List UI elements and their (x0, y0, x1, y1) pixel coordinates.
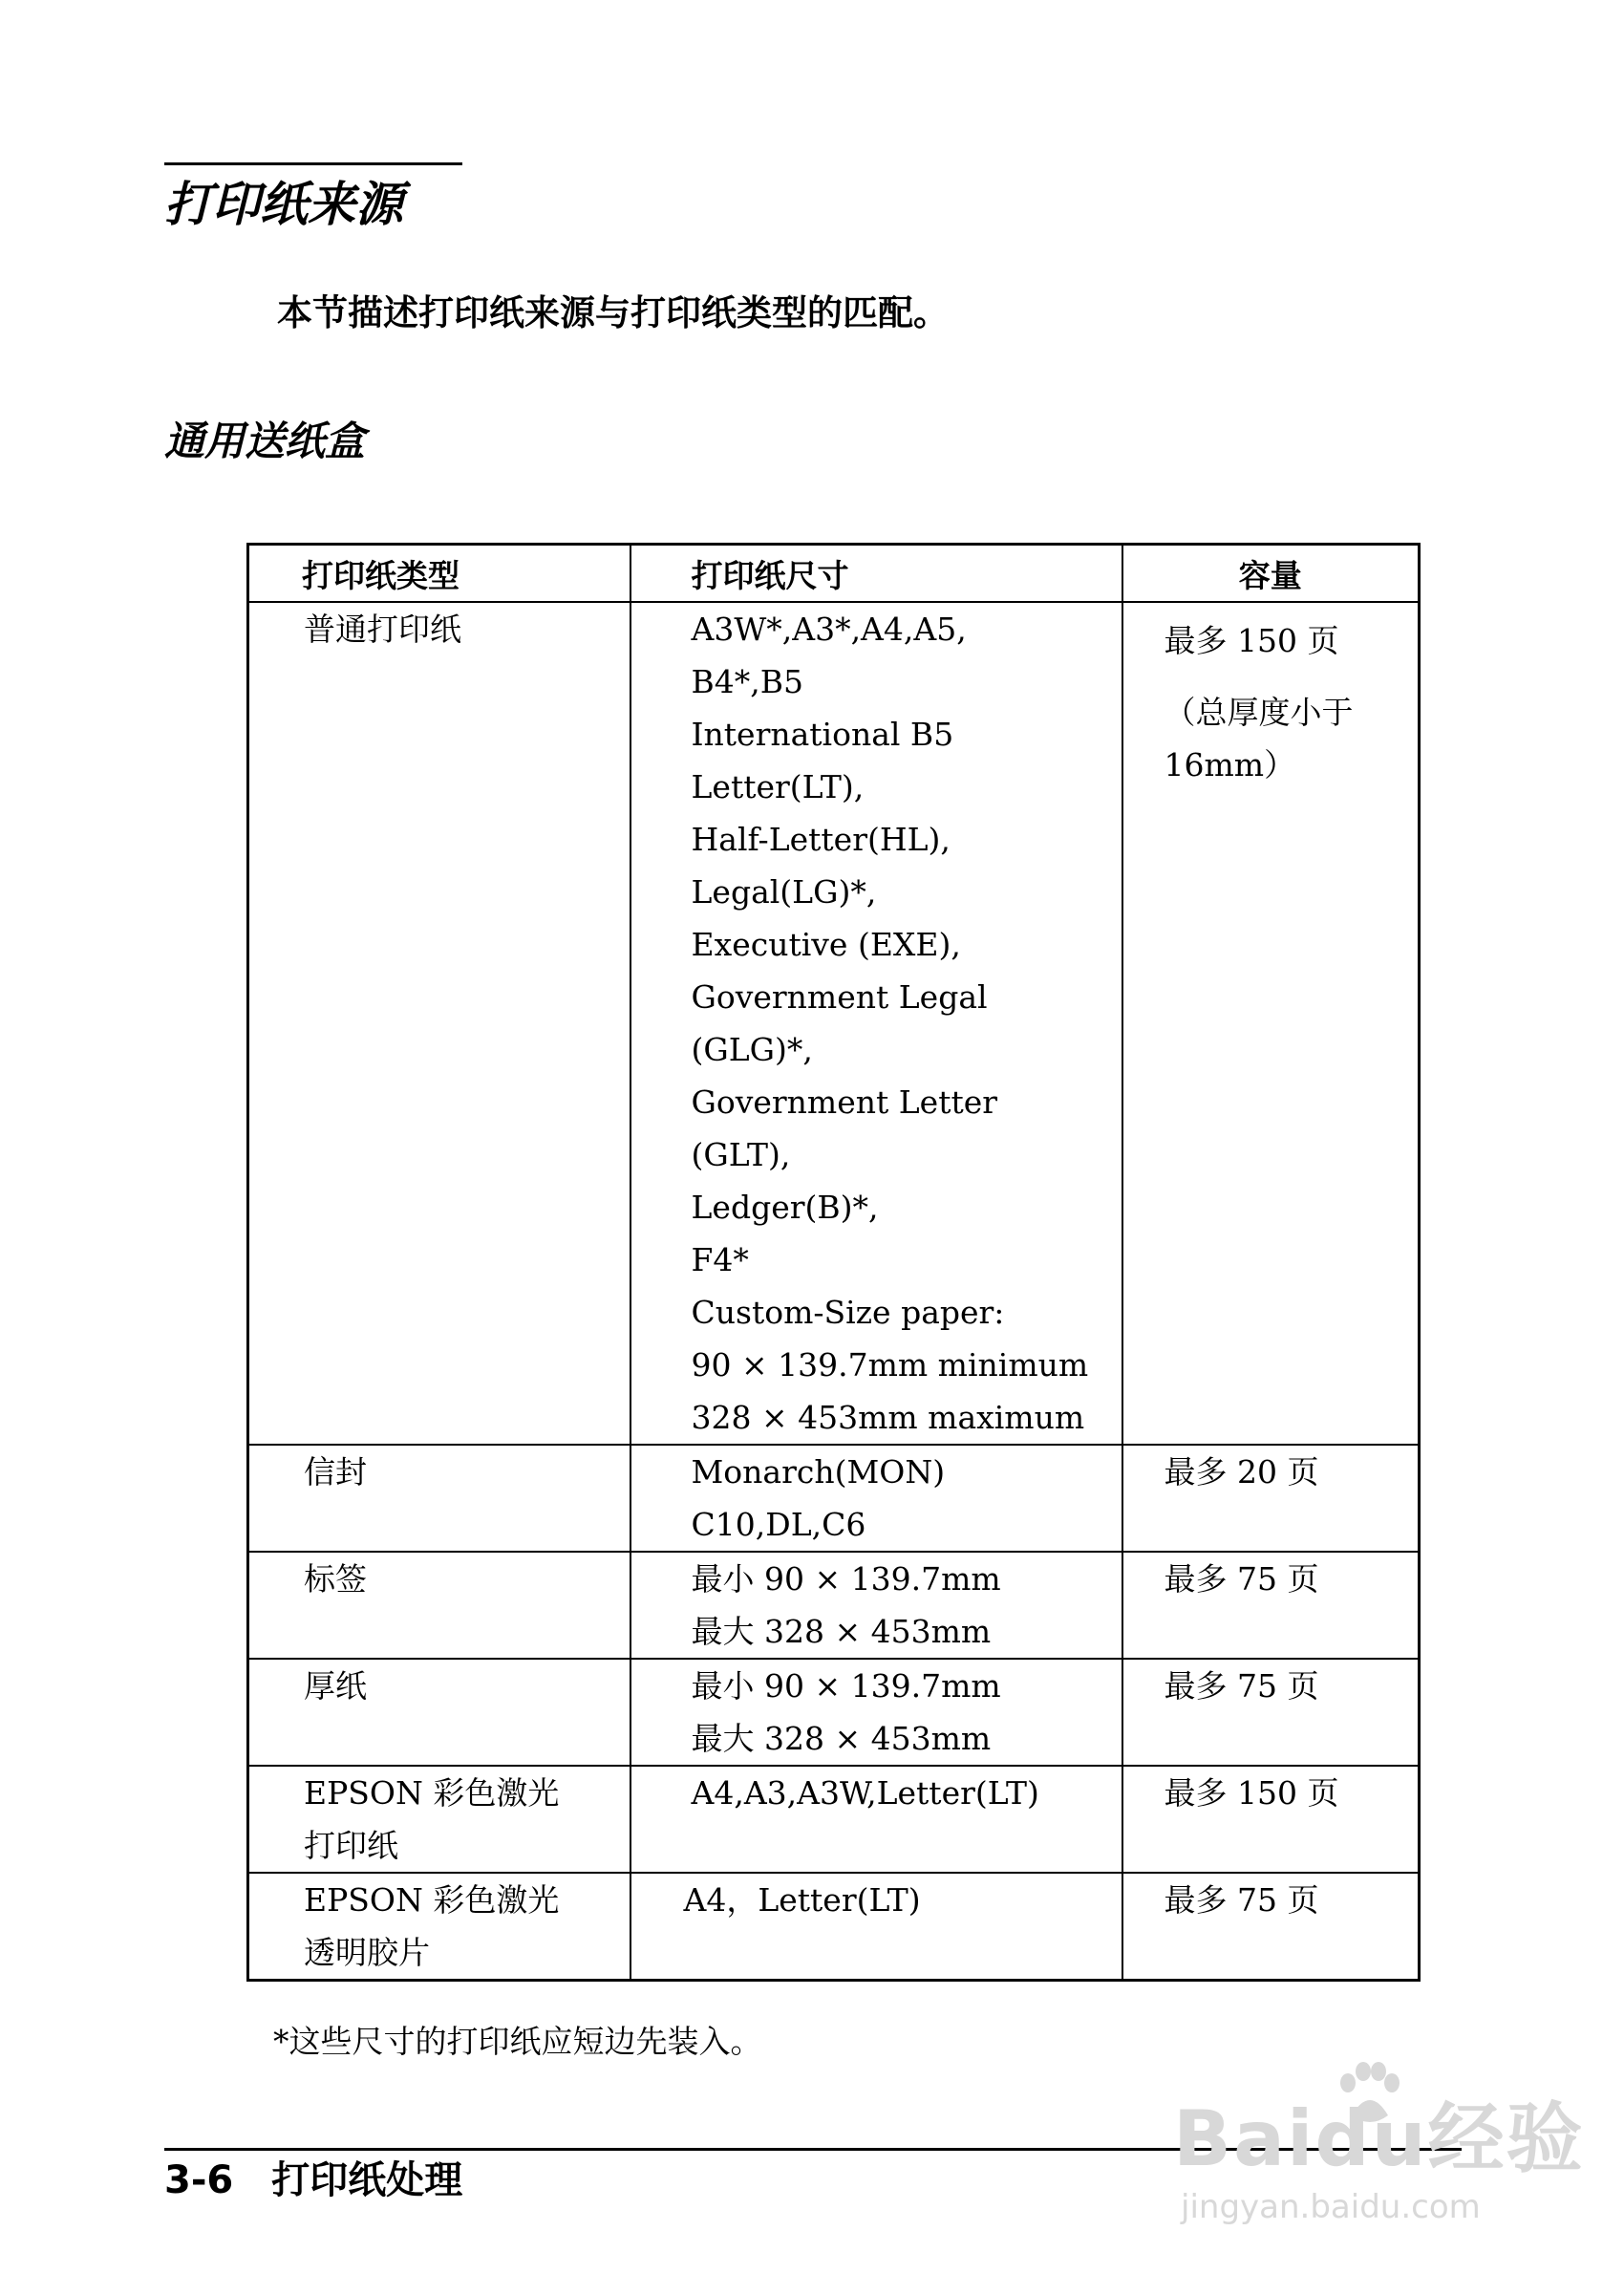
table-row (248, 1659, 1420, 1766)
paper-size-line: Ledger(B)*, (691, 1189, 879, 1226)
watermark-url: jingyan.baidu.com (1181, 2188, 1481, 2226)
paper-size-line: 最小 90 × 139.7mm (691, 1667, 1001, 1705)
paper-type-label: 普通打印纸 (304, 611, 461, 648)
paper-size-cell (630, 1445, 1122, 1552)
baidu-watermark (1173, 2062, 1585, 2234)
paper-size-line: Half-Letter(HL), (691, 821, 951, 858)
subsection-title: 通用送纸盒 (164, 418, 366, 464)
table-row (248, 1873, 1420, 1981)
paper-size-line: A3W*,A3*,A4,A5, (691, 611, 967, 648)
paper-size-line: Executive (EXE), (691, 926, 961, 963)
paper-size-line: Government Letter (691, 1083, 998, 1121)
paper-type-cell (248, 1873, 630, 1981)
paper-size-line: 最小 90 × 139.7mm (691, 1560, 1001, 1598)
paper-type-cell (248, 1766, 630, 1873)
section-title-rule (164, 162, 462, 165)
capacity-cell (1122, 1552, 1420, 1659)
intro-paragraph: 本节描述打印纸来源与打印纸类型的匹配。 (277, 292, 949, 333)
header-paper-size: 打印纸尺寸 (630, 545, 1122, 603)
capacity-value: 最多 75 页 (1164, 1881, 1319, 1919)
paper-type-label: EPSON 彩色激光 (304, 1881, 560, 1919)
paper-type-cell (248, 1445, 630, 1552)
capacity-cell (1122, 1659, 1420, 1766)
table-footnote: *这些尺寸的打印纸应短边先装入。 (273, 2023, 762, 2060)
watermark-brand: Baidu经验 (1173, 2094, 1585, 2183)
paper-size-cell (630, 602, 1122, 1445)
paper-size-line: Monarch(MON) (691, 1453, 946, 1491)
capacity-value: 最多 20 页 (1164, 1453, 1319, 1491)
paper-type-label: 信封 (304, 1453, 367, 1491)
capacity-cell (1122, 602, 1420, 1445)
capacity-note-line: 16mm） (1164, 746, 1296, 783)
paper-size-line: 最大 328 × 453mm (691, 1613, 992, 1650)
paper-size-line: Letter(LT), (691, 768, 865, 805)
paper-size-cell (630, 1552, 1122, 1659)
paper-size-line: 90 × 139.7mm minimum (691, 1346, 1089, 1384)
capacity-cell (1122, 1766, 1420, 1873)
paper-type-label: 厚纸 (304, 1667, 367, 1705)
capacity-value: 最多 75 页 (1164, 1560, 1319, 1598)
page-number: 3-6 (164, 2158, 234, 2202)
paper-size-cell (630, 1873, 1122, 1981)
section-title: 打印纸来源 (164, 177, 403, 232)
paper-size-cell (630, 1766, 1122, 1873)
paper-size-line: Government Legal (691, 978, 988, 1016)
paper-size-line: F4* (691, 1241, 749, 1278)
capacity-cell (1122, 1873, 1420, 1981)
paper-type-label: 透明胶片 (304, 1934, 430, 1971)
paper-type-label: EPSON 彩色激光 (304, 1774, 560, 1812)
capacity-value: 最多 150 页 (1164, 622, 1339, 659)
paper-size-cell (630, 1659, 1122, 1766)
capacity-note (1165, 686, 1411, 791)
paper-type-cell (248, 1552, 630, 1659)
capacity-cell (1122, 1445, 1420, 1552)
table-row (248, 1766, 1420, 1873)
table-header-row (248, 545, 1420, 603)
paper-size-line: (GLT), (691, 1136, 791, 1173)
capacity-note-line: （总厚度小于 (1164, 694, 1354, 731)
paper-size-line: B4*,B5 (691, 663, 803, 700)
paper-type-cell (248, 1659, 630, 1766)
paper-size-line: 328 × 453mm maximum (691, 1399, 1085, 1436)
paper-size-line: Legal(LG)*, (691, 873, 877, 911)
paper-size-line: A4,A3,A3W,Letter(LT) (691, 1774, 1039, 1812)
paper-type-label: 标签 (304, 1560, 367, 1598)
table-row (248, 602, 1420, 1445)
paper-source-table (246, 543, 1421, 1982)
paper-size-line: (GLG)*, (691, 1031, 813, 1068)
header-capacity: 容量 (1122, 545, 1420, 603)
page-footer (164, 2152, 462, 2209)
table-row (248, 1445, 1420, 1552)
capacity-value: 最多 150 页 (1164, 1774, 1339, 1812)
paper-type-label: 打印纸 (304, 1827, 398, 1864)
paper-size-line: International B5 (691, 716, 954, 753)
paper-size-line: A4，Letter(LT) (683, 1881, 921, 1919)
chapter-title: 打印纸处理 (271, 2158, 463, 2202)
paper-size-line: Custom-Size paper: (691, 1294, 1005, 1331)
paper-type-cell (248, 602, 630, 1445)
paper-size-line: 最大 328 × 453mm (691, 1720, 992, 1757)
table-row (248, 1552, 1420, 1659)
paper-size-line: C10,DL,C6 (691, 1506, 866, 1543)
header-paper-type: 打印纸类型 (248, 545, 630, 603)
capacity-value: 最多 75 页 (1164, 1667, 1319, 1705)
